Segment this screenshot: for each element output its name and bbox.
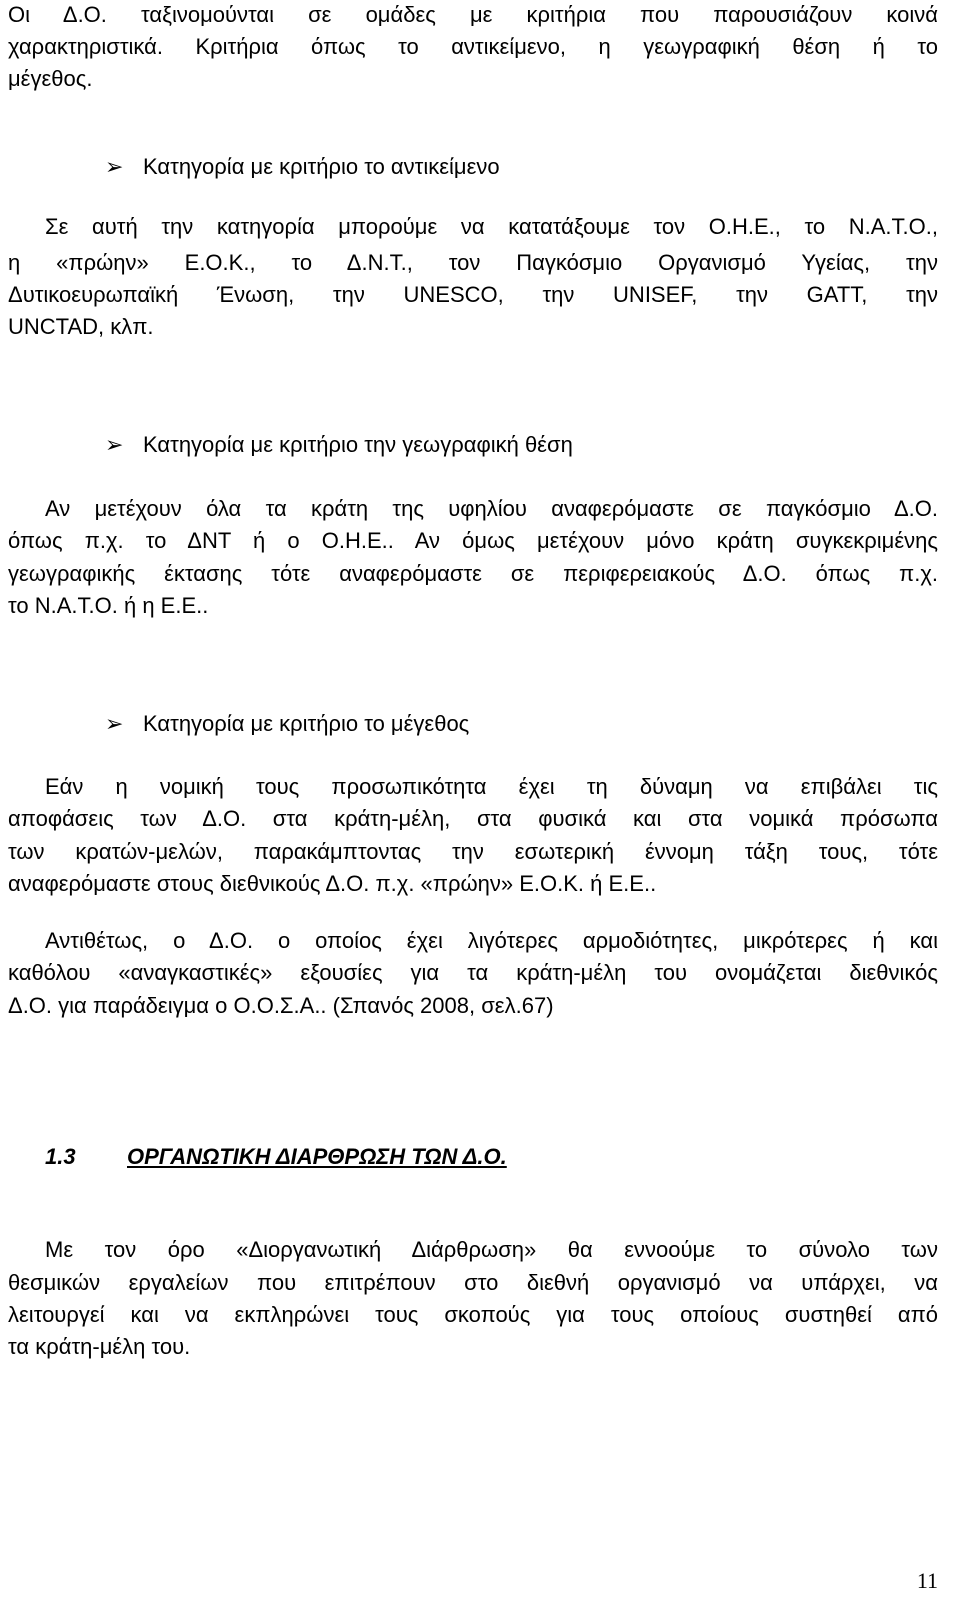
section-13-line-2: θεσμικών εργαλείων που επιτρέπουν στο διεθνή οργανισμό να υπάρχει, να — [8, 1270, 938, 1295]
section-13-line-1: Με τον όρο «Διοργανωτική Διάρθρωση» θα εννοούμε το σύνολο των — [45, 1237, 938, 1262]
geo-line-1: Αν μετέχουν όλα τα κράτη της υφηλίου αναφερόμαστε σε παγκόσμιο Δ.Ο. — [45, 496, 938, 521]
arrow-bullet-icon: ➢ — [105, 711, 124, 736]
size-line-7: Δ.Ο. για παράδειγμα ο Ο.Ο.Σ.Α.. (Σπανός 2008, σελ.67) — [8, 993, 554, 1018]
object-line-2: η «πρώην» Ε.Ο.Κ., το Δ.Ν.Τ., τον Παγκόσμιο Οργανισμό Υγείας, την — [8, 250, 938, 275]
size-line-5: Αντιθέτως, ο Δ.Ο. ο οποίος έχει λιγότερες αρμοδιότητες, μικρότερες ή και — [45, 928, 938, 953]
arrow-bullet-icon: ➢ — [105, 432, 124, 457]
geo-line-3: γεωγραφικής έκτασης τότε αναφερόμαστε σε περιφερειακούς Δ.Ο. όπως π.χ. — [8, 561, 938, 586]
size-line-3: των κρατών-μελών, παρακάμπτοντας την εσωτερική έννομη τάξη τους, τότε — [8, 839, 938, 864]
arrow-bullet-icon: ➢ — [105, 154, 124, 179]
intro-line-3: μέγεθος. — [8, 66, 93, 91]
bullet-item-object — [105, 154, 500, 180]
page-number: 11 — [916, 1568, 938, 1593]
section-number: 1.3 — [45, 1144, 76, 1169]
size-line-2: αποφάσεις των Δ.Ο. στα κράτη-μέλη, στα φυσικά και στα νομικά πρόσωπα — [8, 806, 938, 831]
section-heading-title: ΟΡΓΑΝΩΤΙΚΗ ΔΙΑΡΘΡΩΣΗ ΤΩΝ Δ.Ο. — [127, 1144, 507, 1169]
section-title-object: Κατηγορία με κριτήριο το αντικείμενο — [143, 154, 500, 179]
size-line-6: καθόλου «αναγκαστικές» εξουσίες για τα κράτη-μέλη του ονομάζεται διεθνικός — [8, 960, 938, 985]
object-line-1: Σε αυτή την κατηγορία μπορούμε να κατατάξουμε τον Ο.Η.Ε., το Ν.Α.Τ.Ο., — [45, 214, 938, 239]
geo-line-2: όπως π.χ. το ΔΝΤ ή ο Ο.Η.Ε.. Αν όμως μετέχουν μόνο κράτη συγκεκριμένης — [8, 528, 938, 553]
size-line-1: Εάν η νομική τους προσωπικότητα έχει τη δύναμη να επιβάλει τις — [45, 774, 938, 799]
bullet-item-geo — [105, 432, 573, 458]
section-13-line-4: τα κράτη-μέλη του. — [8, 1334, 191, 1359]
intro-line-1: Οι Δ.Ο. ταξινομούνται σε ομάδες με κριτήρια που παρουσιάζουν κοινά — [8, 2, 938, 27]
section-title-geo: Κατηγορία με κριτήριο την γεωγραφική θέση — [143, 432, 573, 457]
size-line-4: αναφερόμαστε στους διεθνικούς Δ.Ο. π.χ. «πρώην» Ε.Ο.Κ. ή Ε.Ε.. — [8, 871, 657, 896]
section-heading-1-3 — [45, 1144, 507, 1170]
object-line-4: UNCTAD, κλπ. — [8, 314, 154, 339]
intro-line-2: χαρακτηριστικά. Κριτήρια όπως το αντικείμενο, η γεωγραφική θέση ή το — [8, 34, 938, 59]
object-line-3: Δυτικοευρωπαϊκή Ένωση, την UNESCO, την UNISEF, την GATT, την — [8, 282, 938, 307]
section-13-line-3: λειτουργεί και να εκπληρώνει τους σκοπούς για τους οποίους συστηθεί από — [8, 1302, 938, 1327]
geo-line-4: το Ν.Α.Τ.Ο. ή η Ε.Ε.. — [8, 593, 209, 618]
section-title-size: Κατηγορία με κριτήριο το μέγεθος — [143, 711, 470, 736]
bullet-item-size — [105, 711, 469, 737]
